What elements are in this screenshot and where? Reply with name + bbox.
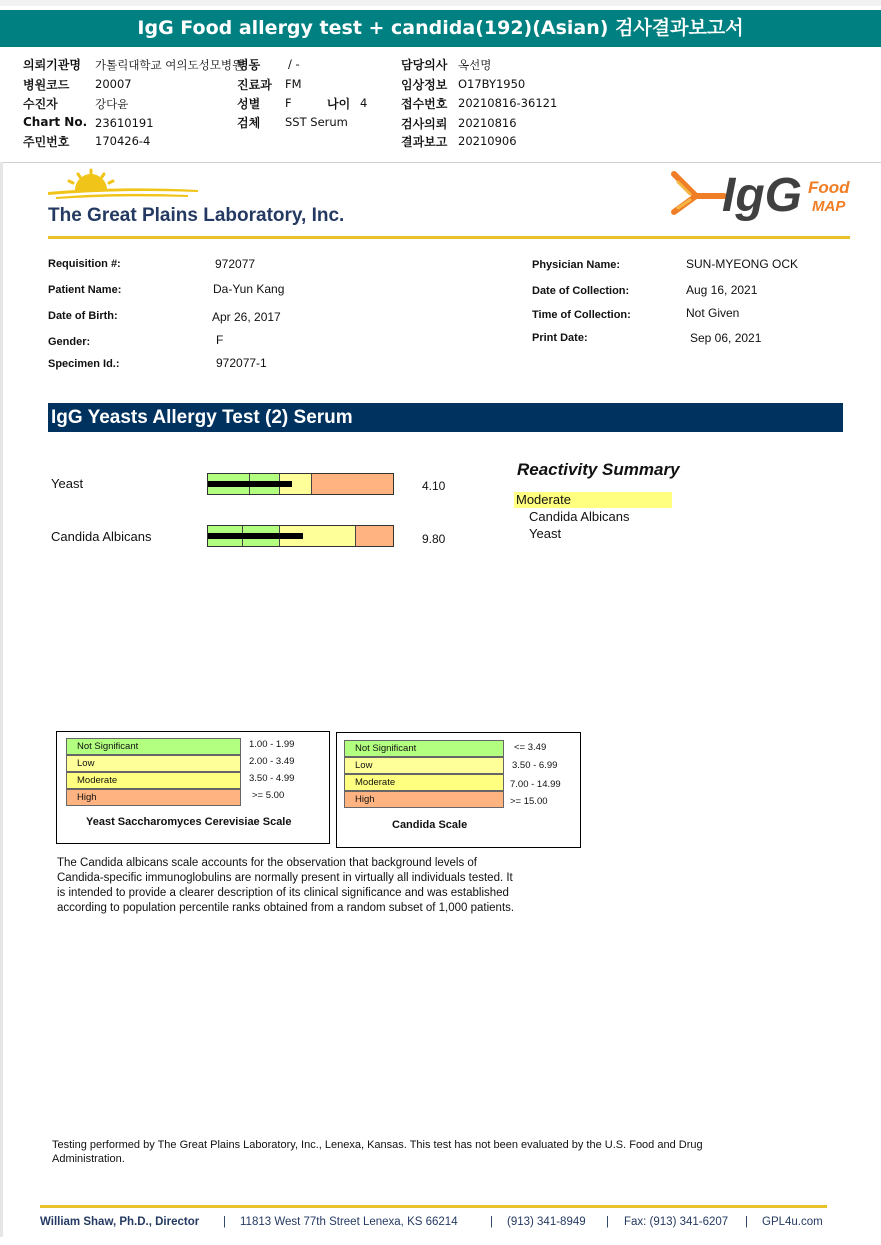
candida-scale-box <box>336 732 581 848</box>
scale-row-high: High <box>344 791 504 808</box>
dob-value: Apr 26, 2017 <box>212 310 281 324</box>
test-value-yeast: 4.10 <box>422 479 446 493</box>
bar-zone-high <box>311 474 394 494</box>
section-title: IgG Yeasts Allergy Test (2) Serum <box>48 403 843 432</box>
scale-row-not-significant: Not Significant <box>344 740 504 757</box>
age-label: 나이 <box>327 97 351 111</box>
patient-label: 수진자 <box>23 97 58 111</box>
result-line-yeast <box>208 481 292 487</box>
department-value: FM <box>285 77 302 91</box>
specimen-label-kr: 검체 <box>237 116 261 130</box>
ward-label: 병동 <box>237 58 261 72</box>
scale-range: >= 5.00 <box>252 790 285 801</box>
yeast-scale-box <box>56 731 330 844</box>
clinical-info-value: O17BY1950 <box>458 77 526 91</box>
footer-separator: | <box>223 1216 226 1228</box>
footer-rule <box>40 1205 827 1208</box>
clinical-info-label: 임상정보 <box>401 78 448 92</box>
report-date-value: 20210906 <box>458 134 517 148</box>
chart-no-value: 23610191 <box>95 116 154 130</box>
footer-fax: Fax: (913) 341-6207 <box>624 1216 729 1228</box>
scale-range: 2.00 - 3.49 <box>249 756 295 767</box>
scale-row-high: High <box>66 789 241 806</box>
scale-row-moderate: Moderate <box>344 774 504 791</box>
hospital-code-value: 20007 <box>95 77 132 91</box>
patient-name-value: Da-Yun Kang <box>213 282 285 296</box>
reactivity-item: Candida Albicans <box>529 509 630 524</box>
institution-value: 가톨릭대학교 여의도성모병원 <box>95 58 244 72</box>
specimen-id-label: Specimen Id.: <box>48 358 120 370</box>
antibody-logo-icon <box>666 168 730 220</box>
scale-row-low: Low <box>66 755 241 772</box>
lab-header-rule <box>48 236 850 239</box>
report-date-label: 결과보고 <box>401 135 448 149</box>
receipt-no-value: 20210816-36121 <box>458 96 558 110</box>
footer-address: 11813 West 77th Street Lenexa, KS 66214 <box>240 1216 458 1228</box>
collection-date-value: Aug 16, 2021 <box>686 283 758 297</box>
request-date-value: 20210816 <box>458 116 517 130</box>
test-name-candida: Candida Albicans <box>51 529 152 544</box>
resident-no-label: 주민번호 <box>23 135 70 149</box>
gender-label: Gender: <box>48 336 91 348</box>
specimen-id-value: 972077-1 <box>216 356 267 370</box>
hospital-code-label: 병원코드 <box>23 78 70 92</box>
logo-map: MAP <box>812 198 846 215</box>
result-bar-candida <box>207 525 394 547</box>
chart-no-label: Chart No. <box>23 115 88 129</box>
scale-range: >= 15.00 <box>510 796 548 807</box>
reactivity-item: Yeast <box>529 526 562 541</box>
lab-name: The Great Plains Laboratory, Inc. <box>48 205 345 226</box>
footer-website: GPL4u.com <box>762 1216 823 1228</box>
collection-date-label: Date of Collection: <box>532 285 630 297</box>
top-strip <box>0 0 881 6</box>
scale-row-low: Low <box>344 757 504 774</box>
scale-row-moderate: Moderate <box>66 772 241 789</box>
footer-separator: | <box>490 1216 493 1228</box>
header-separator <box>0 162 881 163</box>
doctor-label: 담당의사 <box>401 58 448 72</box>
scale-range: 1.00 - 1.99 <box>249 739 295 750</box>
scale-range: 3.50 - 6.99 <box>512 760 558 771</box>
requisition-value: 972077 <box>215 257 256 271</box>
age-value: 4 <box>360 96 368 110</box>
report-title: IgG Food allergy test + candida(192)(Asian) 검사결과보고서 <box>0 10 881 47</box>
result-bar-yeast <box>207 473 394 495</box>
reactivity-summary-title: Reactivity Summary <box>517 460 680 479</box>
sun-logo-icon <box>48 168 198 202</box>
collection-time-label: Time of Collection: <box>532 309 631 321</box>
request-date-label: 검사의뢰 <box>401 117 448 131</box>
print-date-label: Print Date: <box>532 332 588 344</box>
ward-value: / - <box>288 57 300 71</box>
receipt-no-label: 접수번호 <box>401 97 448 111</box>
footer-phone: (913) 341-8949 <box>507 1216 586 1228</box>
test-name-yeast: Yeast <box>51 476 84 491</box>
scale-row-not-significant: Not Significant <box>66 738 241 755</box>
specimen-value-kr: SST Serum <box>285 115 348 129</box>
physician-label: Physician Name: <box>532 259 621 271</box>
scale-range: 7.00 - 14.99 <box>510 779 561 790</box>
page-edge <box>0 162 3 1237</box>
candida-scale-note: The Candida albicans scale accounts for the observation that background levels of Candida-specific immunoglobulins are normally present in virtually all individuals tested. It is intended to provide a clearer description of its clinical significance and was established according to population percentile ranks obtained from a random subset of 1,000 patients. <box>57 857 515 914</box>
department-label: 진료과 <box>237 78 272 92</box>
sex-value: F <box>285 96 292 110</box>
disclaimer: Testing performed by The Great Plains Laboratory, Inc., Lenexa, Kansas. This test has not been evaluated by the U.S. Food and Drug Administration. <box>52 1139 703 1165</box>
sex-label: 성별 <box>237 97 261 111</box>
test-value-candida: 9.80 <box>422 532 446 546</box>
resident-no-value: 170426-4 <box>95 134 151 148</box>
footer-director: William Shaw, Ph.D., Director <box>40 1216 200 1228</box>
yeast-scale-caption: Yeast Saccharomyces Cerevisiae Scale <box>86 816 292 828</box>
patient-value: 강다윤 <box>95 97 129 111</box>
bar-zone-high <box>355 526 394 546</box>
dob-label: Date of Birth: <box>48 310 118 322</box>
reactivity-level: Moderate <box>514 492 672 508</box>
print-date-value: Sep 06, 2021 <box>690 331 762 345</box>
footer-separator: | <box>745 1216 748 1228</box>
doctor-value: 옥선명 <box>458 58 492 72</box>
logo-igg: IgG <box>722 169 802 222</box>
scale-range: <= 3.49 <box>514 742 547 753</box>
gender-value: F <box>216 333 224 347</box>
physician-value: SUN-MYEONG OCK <box>686 257 799 271</box>
patient-name-label: Patient Name: <box>48 284 122 296</box>
candida-scale-caption: Candida Scale <box>392 819 468 831</box>
collection-time-value: Not Given <box>686 306 740 320</box>
requisition-label: Requisition #: <box>48 258 121 270</box>
result-line-candida <box>208 533 303 539</box>
logo-food: Food <box>808 178 850 197</box>
footer-separator: | <box>606 1216 609 1228</box>
scale-range: 3.50 - 4.99 <box>249 773 295 784</box>
institution-label: 의뢰기관명 <box>23 58 81 72</box>
